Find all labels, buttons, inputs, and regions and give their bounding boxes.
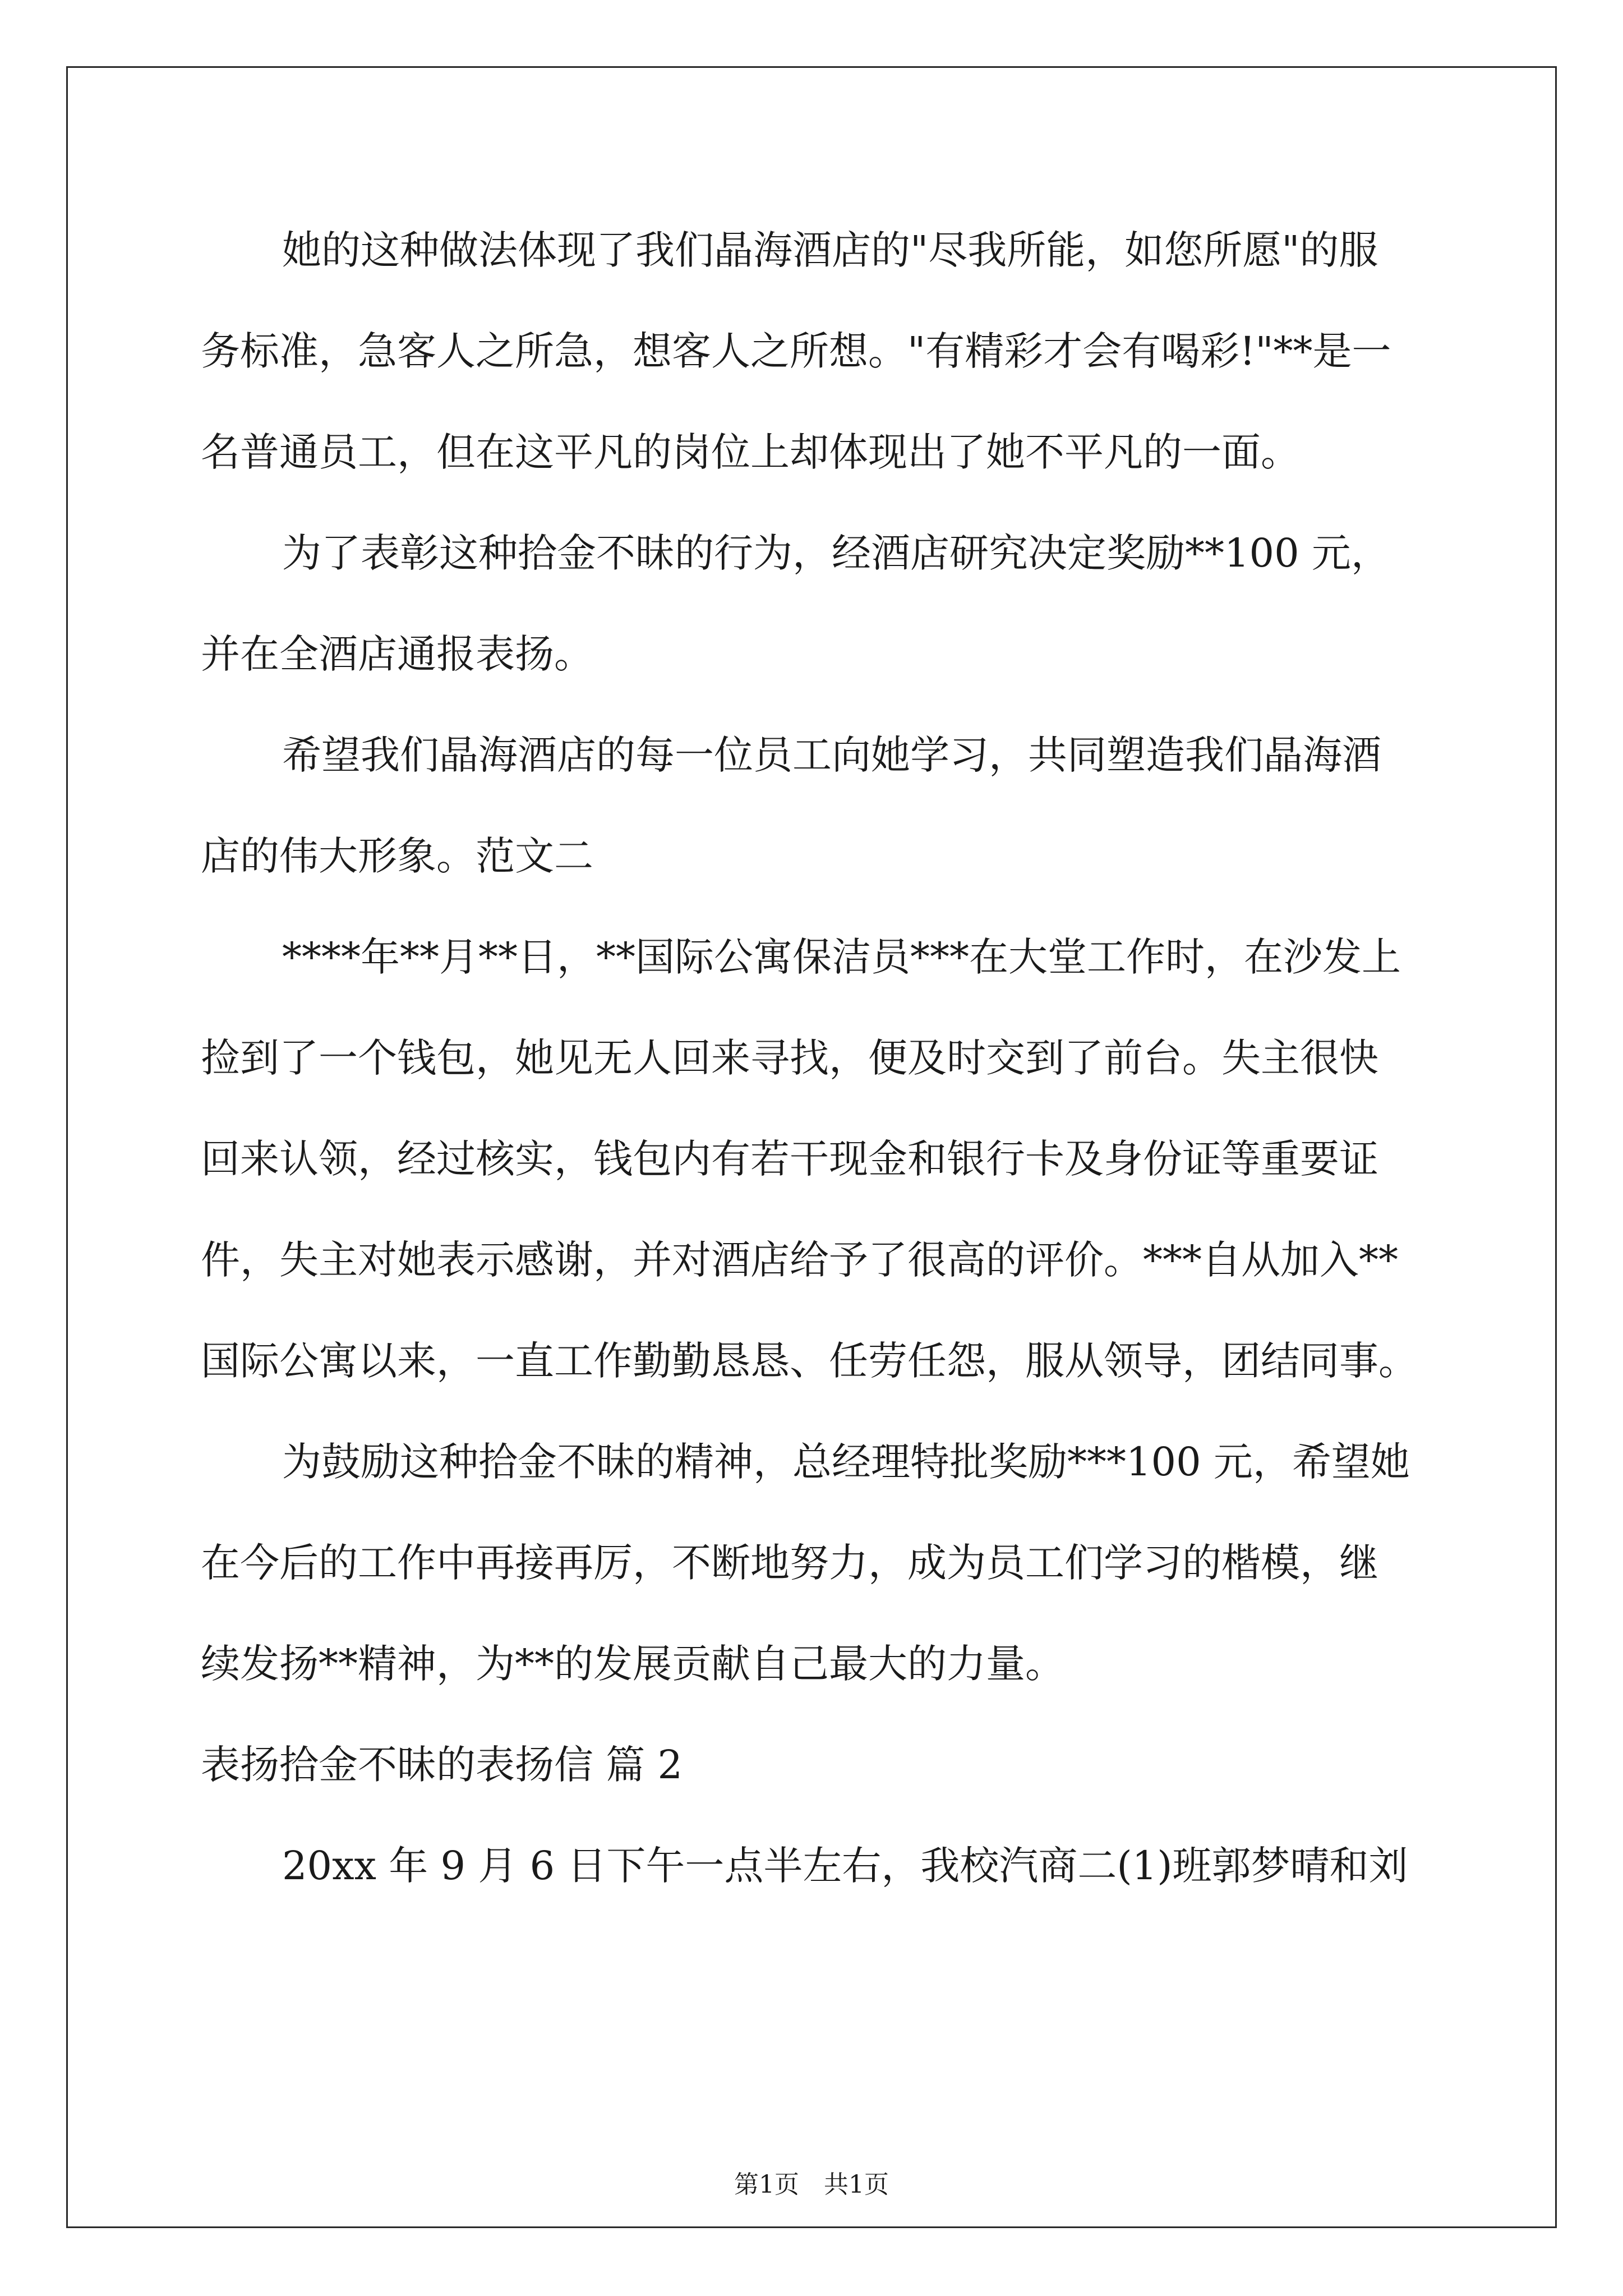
text-line: 为了表彰这种拾金不昧的行为，经酒店研究决定奖励**100 元， xyxy=(282,530,1390,576)
text-line: 捡到了一个钱包，她见无人回来寻找，便及时交到了前台。失主很快 xyxy=(201,1035,1378,1081)
text-line: 在今后的工作中再接再厉，不断地努力，成为员工们学习的楷模，继 xyxy=(201,1540,1378,1586)
text-line: 件，失主对她表示感谢，并对酒店给予了很高的评价。***自从加入** xyxy=(201,1237,1398,1283)
text-line: ****年**月**日，**国际公寓保洁员***在大堂工作时，在沙发上 xyxy=(282,934,1401,980)
text-line: 名普通员工，但在这平凡的岗位上却体现出了她不平凡的一面。 xyxy=(201,429,1300,475)
text-line: 并在全酒店通报表扬。 xyxy=(201,631,593,677)
text-line: 回来认领，经过核实，钱包内有若干现金和银行卡及身份证等重要证 xyxy=(201,1136,1378,1182)
text-line: 国际公寓以来，一直工作勤勤恳恳、任劳任怨，服从领导，团结同事。 xyxy=(201,1338,1418,1384)
section-heading: 表扬拾金不昧的表扬信 篇 2 xyxy=(201,1742,683,1788)
text-line: 她的这种做法体现了我们晶海酒店的"尽我所能，如您所愿"的服 xyxy=(282,227,1378,273)
text-line: 20xx 年 9 月 6 日下午一点半左右，我校汽商二(1)班郭梦晴和刘 xyxy=(282,1843,1408,1889)
text-line: 续发扬**精神，为**的发展贡献自己最大的力量。 xyxy=(201,1641,1064,1687)
page-number: 第1页 xyxy=(734,2170,799,2199)
page-total: 共1页 xyxy=(824,2170,889,2199)
text-line: 店的伟大形象。范文二 xyxy=(201,833,593,879)
text-line: 希望我们晶海酒店的每一位员工向她学习，共同塑造我们晶海酒 xyxy=(282,732,1381,778)
page-footer xyxy=(0,2168,1623,2202)
text-line: 为鼓励这种拾金不昧的精神，总经理特批奖励***100 元，希望她 xyxy=(282,1439,1410,1485)
text-line: 务标准，急客人之所急，想客人之所想。"有精彩才会有喝彩!"**是一 xyxy=(201,328,1391,374)
